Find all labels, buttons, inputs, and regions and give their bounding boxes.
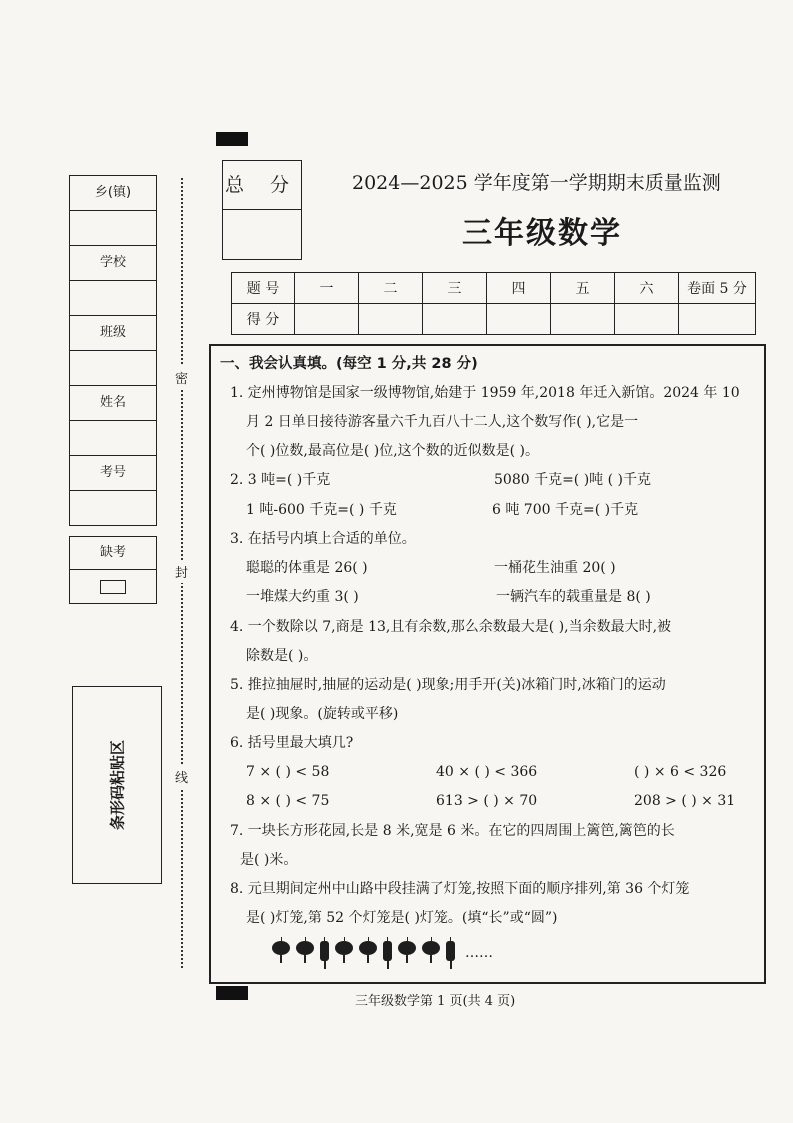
round-lantern-icon [335, 937, 353, 963]
barcode-label: 条形码粘贴区 [108, 739, 127, 831]
name-field[interactable] [70, 421, 156, 456]
question-2d: 6 吨 700 千克=( )千克 [492, 502, 639, 518]
round-lantern-icon [359, 937, 377, 963]
absent-box [69, 536, 157, 604]
question-7-line-1: 7. 一块长方形花园,长是 8 米,宽是 6 米。在它的四周围上篱笆,篱笆的长 [230, 823, 675, 839]
long-lantern-icon [383, 937, 392, 969]
question-3-title: 3. 在括号内填上合适的单位。 [230, 531, 416, 547]
barcode-area [72, 686, 162, 884]
exam-number-label: 考号 [70, 456, 156, 491]
class-field[interactable] [70, 351, 156, 386]
round-lantern-icon [272, 937, 290, 963]
column-header: 卷面 5 分 [679, 273, 756, 304]
seal-char-feng: 封 [175, 560, 188, 583]
lantern-ellipsis: …… [465, 945, 493, 961]
seal-char-mi: 密 [175, 366, 188, 389]
round-lantern-icon [296, 937, 314, 963]
school-label: 学校 [70, 246, 156, 281]
score-cell[interactable] [551, 304, 615, 335]
school-field[interactable] [70, 281, 156, 316]
question-6c: ( ) × 6 < 326 [634, 764, 727, 780]
total-score-box [222, 160, 302, 260]
seal-char-xian: 线 [175, 765, 188, 788]
question-8-line-2: 是( )灯笼,第 52 个灯笼是( )灯笼。(填“长”或“圆”) [246, 910, 558, 926]
question-3d: 一辆汽车的载重量是 8( ) [496, 589, 651, 605]
question-5-line-1: 5. 推拉抽屉时,抽屉的运动是( )现象;用手开(关)冰箱门时,冰箱门的运动 [230, 677, 666, 693]
question-2b: 5080 千克=( )吨 ( )千克 [494, 472, 652, 488]
township-label: 乡(镇) [70, 176, 156, 211]
question-6-title: 6. 括号里最大填几? [230, 735, 354, 751]
column-header: 三 [423, 273, 487, 304]
name-label: 姓名 [70, 386, 156, 421]
question-6d: 8 × ( ) < 75 [246, 793, 330, 809]
column-header: 五 [551, 273, 615, 304]
question-8-line-1: 8. 元旦期间定州中山路中段挂满了灯笼,按照下面的顺序排列,第 36 个灯笼 [230, 881, 690, 897]
long-lantern-icon [446, 937, 455, 969]
question-4-line-1: 4. 一个数除以 7,商是 13,且有余数,那么余数最大是( ),当余数最大时,被 [230, 619, 672, 635]
long-lantern-icon [320, 937, 329, 969]
exam-number-field[interactable] [70, 491, 156, 525]
township-field[interactable] [70, 211, 156, 246]
section-1-title: 一、我会认真填。(每空 1 分,共 28 分) [220, 356, 478, 372]
score-cell[interactable] [615, 304, 679, 335]
registration-mark-top [216, 132, 248, 146]
question-1-line-2: 月 2 日单日接待游客量六千九百八十二人,这个数写作( ),它是一 [246, 414, 639, 430]
absent-checkbox[interactable] [100, 580, 126, 594]
question-6b: 40 × ( ) < 366 [436, 764, 538, 780]
question-7-line-2: 是( )米。 [240, 852, 298, 868]
class-label: 班级 [70, 316, 156, 351]
question-number-header: 题 号 [232, 273, 295, 304]
question-6a: 7 × ( ) < 58 [246, 764, 330, 780]
score-cell[interactable] [423, 304, 487, 335]
lantern-sequence [272, 937, 493, 969]
score-cell[interactable] [295, 304, 359, 335]
score-table [231, 272, 756, 335]
question-2a: 2. 3 吨=( )千克 [230, 472, 331, 488]
score-row-header: 得 分 [232, 304, 295, 335]
score-cell[interactable] [679, 304, 756, 335]
registration-mark-bottom [216, 986, 248, 1000]
column-header: 六 [615, 273, 679, 304]
score-cell[interactable] [487, 304, 551, 335]
question-6f: 208 > ( ) × 31 [634, 793, 736, 809]
question-3c: 一堆煤大约重 3( ) [246, 589, 359, 605]
column-header: 四 [487, 273, 551, 304]
question-1-line-1: 1. 定州博物馆是国家一级博物馆,始建于 1959 年,2018 年迁入新馆。2024 年 10 [230, 385, 740, 401]
score-cell[interactable] [359, 304, 423, 335]
page-footer: 三年级数学第 1 页(共 4 页) [355, 994, 516, 1009]
total-score-label: 总 分 [223, 161, 301, 210]
column-header: 一 [295, 273, 359, 304]
question-2c: 1 吨-600 千克=( ) 千克 [246, 502, 397, 518]
round-lantern-icon [422, 937, 440, 963]
question-3a: 聪聪的体重是 26( ) [246, 560, 368, 576]
column-header: 二 [359, 273, 423, 304]
exam-title: 2024—2025 学年度第一学期期末质量监测 [352, 172, 721, 194]
table-row [232, 304, 756, 335]
question-3b: 一桶花生油重 20( ) [494, 560, 616, 576]
table-row [232, 273, 756, 304]
question-6e: 613 > ( ) × 70 [436, 793, 538, 809]
question-5-line-2: 是( )现象。(旋转或平移) [246, 706, 399, 722]
round-lantern-icon [398, 937, 416, 963]
question-1-line-3: 个( )位数,最高位是( )位,这个数的近似数是( )。 [246, 443, 540, 459]
absent-label: 缺考 [70, 537, 156, 570]
question-4-line-2: 除数是( )。 [246, 648, 318, 664]
subject-title: 三年级数学 [462, 216, 622, 251]
student-info-column [69, 175, 157, 526]
